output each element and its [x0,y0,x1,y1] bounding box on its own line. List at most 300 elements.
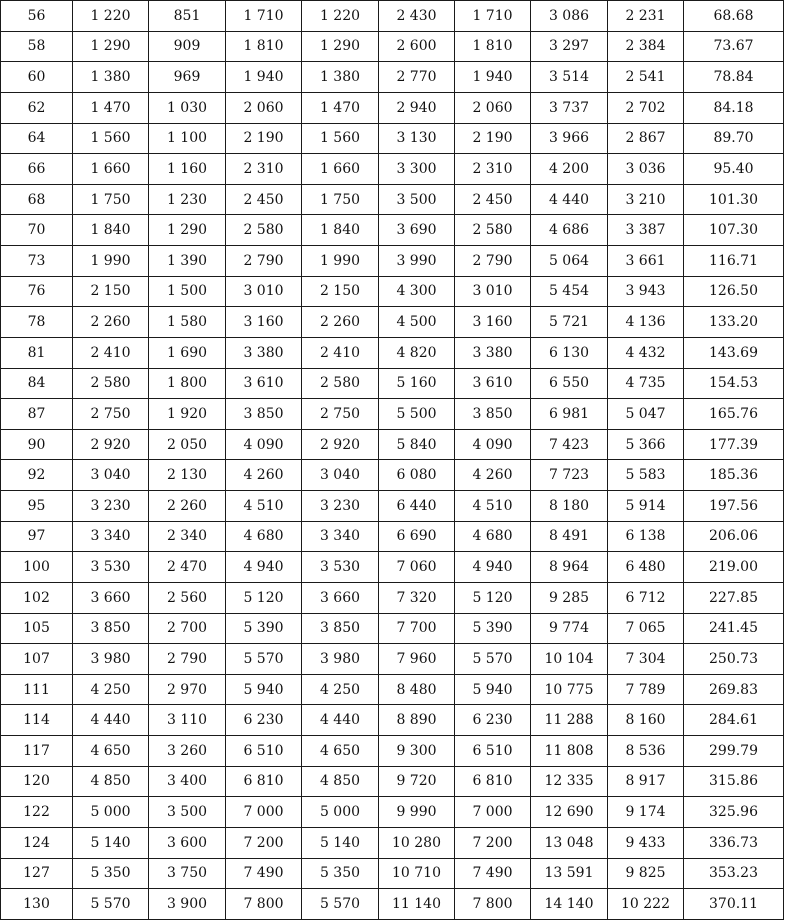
table-cell: 7 000 [226,797,302,828]
table-row [1,674,784,705]
table-cell: 8 180 [531,491,608,522]
table-cell: 3 210 [608,184,684,215]
table-row [1,276,784,307]
table-cell: 8 964 [531,552,608,583]
table-cell: 1 380 [73,62,149,93]
table-cell: 1 750 [302,184,379,215]
table-cell: 2 450 [226,184,302,215]
table-cell: 1 500 [149,276,226,307]
table-cell: 2 790 [149,644,226,675]
table-cell: 3 530 [302,552,379,583]
table-cell: 909 [149,31,226,62]
table-cell: 4 250 [302,674,379,705]
table-cell: 6 810 [455,766,531,797]
table-cell: 4 650 [302,736,379,767]
table-cell: 2 920 [302,429,379,460]
table-cell: 4 735 [608,368,684,399]
table-cell: 7 200 [455,827,531,858]
table-cell: 9 174 [608,797,684,828]
table-cell: 5 390 [226,613,302,644]
table-cell: 3 850 [226,399,302,430]
table-cell: 68.68 [684,1,784,32]
table-cell: 89.70 [684,123,784,154]
table-cell: 7 723 [531,460,608,491]
table-cell: 154.53 [684,368,784,399]
table-row [1,62,784,93]
table-cell: 5 350 [302,858,379,889]
row-key-cell: 92 [1,460,73,491]
table-row [1,154,784,185]
table-cell: 1 710 [226,1,302,32]
table-row [1,766,784,797]
row-key-cell: 64 [1,123,73,154]
table-cell: 13 591 [531,858,608,889]
table-cell: 1 220 [73,1,149,32]
table-cell: 315.86 [684,766,784,797]
table-cell: 2 580 [226,215,302,246]
row-key-cell: 70 [1,215,73,246]
table-cell: 3 966 [531,123,608,154]
table-cell: 126.50 [684,276,784,307]
table-cell: 8 890 [379,705,455,736]
table-cell: 2 750 [73,399,149,430]
table-cell: 2 410 [302,337,379,368]
table-cell: 6 440 [379,491,455,522]
table-cell: 284.61 [684,705,784,736]
table-cell: 3 340 [73,521,149,552]
table-cell: 299.79 [684,736,784,767]
table-cell: 2 310 [226,154,302,185]
table-row [1,705,784,736]
table-row [1,644,784,675]
table-cell: 3 750 [149,858,226,889]
table-cell: 5 721 [531,307,608,338]
table-cell: 6 138 [608,521,684,552]
table-cell: 3 380 [226,337,302,368]
table-cell: 1 560 [302,123,379,154]
table-cell: 7 320 [379,582,455,613]
table-cell: 4 850 [73,766,149,797]
table-cell: 1 990 [302,246,379,277]
table-row [1,337,784,368]
table-cell: 2 750 [302,399,379,430]
table-cell: 10 280 [379,827,455,858]
table-cell: 3 980 [73,644,149,675]
row-key-cell: 127 [1,858,73,889]
table-cell: 6 712 [608,582,684,613]
table-cell: 6 810 [226,766,302,797]
table-cell: 2 310 [455,154,531,185]
table-row [1,521,784,552]
table-cell: 1 100 [149,123,226,154]
table-cell: 3 040 [302,460,379,491]
table-cell: 6 510 [455,736,531,767]
row-key-cell: 81 [1,337,73,368]
table-cell: 4 200 [531,154,608,185]
table-cell: 8 480 [379,674,455,705]
table-cell: 9 990 [379,797,455,828]
table-cell: 2 060 [455,92,531,123]
table-cell: 5 390 [455,613,531,644]
table-cell: 2 410 [73,337,149,368]
row-key-cell: 107 [1,644,73,675]
table-cell: 11 808 [531,736,608,767]
table-cell: 5 914 [608,491,684,522]
table-cell: 1 840 [73,215,149,246]
row-key-cell: 76 [1,276,73,307]
table-row [1,31,784,62]
table-cell: 3 160 [226,307,302,338]
table-cell: 2 470 [149,552,226,583]
table-row [1,92,784,123]
table-cell: 10 222 [608,889,684,920]
table-cell: 3 660 [302,582,379,613]
table-row [1,797,784,828]
table-cell: 219.00 [684,552,784,583]
table-cell: 3 943 [608,276,684,307]
table-cell: 4 510 [226,491,302,522]
table-row [1,889,784,920]
table-cell: 4 500 [379,307,455,338]
row-key-cell: 114 [1,705,73,736]
table-cell: 1 580 [149,307,226,338]
table-cell: 7 960 [379,644,455,675]
table-cell: 325.96 [684,797,784,828]
table-cell: 7 800 [455,889,531,920]
table-cell: 2 190 [226,123,302,154]
table-cell: 1 290 [73,31,149,62]
table-cell: 84.18 [684,92,784,123]
table-row [1,613,784,644]
table-cell: 4 686 [531,215,608,246]
table-cell: 1 380 [302,62,379,93]
table-cell: 133.20 [684,307,784,338]
table-cell: 3 260 [149,736,226,767]
table-cell: 4 940 [226,552,302,583]
table-cell: 3 010 [226,276,302,307]
table-cell: 3 300 [379,154,455,185]
table-cell: 5 140 [302,827,379,858]
table-cell: 7 304 [608,644,684,675]
table-cell: 2 580 [302,368,379,399]
table-cell: 3 230 [302,491,379,522]
row-key-cell: 130 [1,889,73,920]
table-cell: 6 230 [226,705,302,736]
table-row [1,184,784,215]
table-cell: 370.11 [684,889,784,920]
table-cell: 5 500 [379,399,455,430]
row-key-cell: 87 [1,399,73,430]
row-key-cell: 66 [1,154,73,185]
table-cell: 1 920 [149,399,226,430]
table-cell: 969 [149,62,226,93]
row-key-cell: 100 [1,552,73,583]
table-row [1,460,784,491]
table-cell: 851 [149,1,226,32]
table-cell: 6 080 [379,460,455,491]
table-cell: 3 610 [455,368,531,399]
table-cell: 10 710 [379,858,455,889]
table-cell: 1 710 [455,1,531,32]
table-cell: 2 260 [73,307,149,338]
table-cell: 5 120 [455,582,531,613]
table-cell: 4 090 [226,429,302,460]
row-key-cell: 124 [1,827,73,858]
table-cell: 1 660 [302,154,379,185]
row-key-cell: 105 [1,613,73,644]
table-cell: 2 541 [608,62,684,93]
table-cell: 2 130 [149,460,226,491]
table-cell: 2 260 [302,307,379,338]
table-cell: 185.36 [684,460,784,491]
table-cell: 9 774 [531,613,608,644]
table-cell: 5 000 [302,797,379,828]
table-cell: 2 580 [73,368,149,399]
table-cell: 11 140 [379,889,455,920]
table-cell: 107.30 [684,215,784,246]
table-cell: 3 500 [379,184,455,215]
table-cell: 5 940 [226,674,302,705]
table-cell: 6 510 [226,736,302,767]
row-key-cell: 58 [1,31,73,62]
table-cell: 4 432 [608,337,684,368]
table-cell: 2 790 [455,246,531,277]
table-cell: 10 775 [531,674,608,705]
table-cell: 241.45 [684,613,784,644]
table-cell: 7 490 [226,858,302,889]
table-cell: 2 600 [379,31,455,62]
table-row [1,123,784,154]
table-cell: 7 065 [608,613,684,644]
table-cell: 73.67 [684,31,784,62]
table-row [1,307,784,338]
table-cell: 1 220 [302,1,379,32]
table-cell: 2 340 [149,521,226,552]
table-cell: 227.85 [684,582,784,613]
table-cell: 3 297 [531,31,608,62]
table-cell: 5 366 [608,429,684,460]
row-key-cell: 56 [1,1,73,32]
table-cell: 4 250 [73,674,149,705]
row-key-cell: 90 [1,429,73,460]
table-cell: 4 440 [302,705,379,736]
table-cell: 2 450 [455,184,531,215]
table-cell: 4 510 [455,491,531,522]
table-cell: 250.73 [684,644,784,675]
table-cell: 4 440 [531,184,608,215]
table-cell: 7 800 [226,889,302,920]
table-cell: 165.76 [684,399,784,430]
row-key-cell: 68 [1,184,73,215]
table-cell: 7 423 [531,429,608,460]
table-cell: 1 470 [302,92,379,123]
table-cell: 7 490 [455,858,531,889]
table-cell: 13 048 [531,827,608,858]
table-cell: 101.30 [684,184,784,215]
table-cell: 3 380 [455,337,531,368]
table-cell: 3 230 [73,491,149,522]
table-cell: 2 260 [149,491,226,522]
table-cell: 7 200 [226,827,302,858]
table-cell: 1 290 [149,215,226,246]
table-cell: 2 430 [379,1,455,32]
table-cell: 7 700 [379,613,455,644]
table-row [1,736,784,767]
table-cell: 4 820 [379,337,455,368]
table-cell: 2 790 [226,246,302,277]
table-row [1,1,784,32]
table-cell: 9 300 [379,736,455,767]
table-cell: 3 086 [531,1,608,32]
table-cell: 3 850 [302,613,379,644]
table-body [1,1,784,920]
table-cell: 3 737 [531,92,608,123]
table-cell: 9 285 [531,582,608,613]
row-key-cell: 78 [1,307,73,338]
table-cell: 7 000 [455,797,531,828]
table-cell: 5 840 [379,429,455,460]
table-row [1,399,784,430]
row-key-cell: 60 [1,62,73,93]
table-cell: 2 700 [149,613,226,644]
table-cell: 8 536 [608,736,684,767]
row-key-cell: 73 [1,246,73,277]
table-cell: 6 550 [531,368,608,399]
table-cell: 3 400 [149,766,226,797]
table-cell: 1 560 [73,123,149,154]
table-cell: 1 230 [149,184,226,215]
table-cell: 353.23 [684,858,784,889]
table-cell: 4 300 [379,276,455,307]
table-cell: 1 030 [149,92,226,123]
table-cell: 3 340 [302,521,379,552]
table-row [1,552,784,583]
table-cell: 3 160 [455,307,531,338]
table-cell: 2 150 [73,276,149,307]
table-cell: 5 000 [73,797,149,828]
table-cell: 177.39 [684,429,784,460]
table-cell: 6 230 [455,705,531,736]
table-cell: 78.84 [684,62,784,93]
table-cell: 2 770 [379,62,455,93]
table-cell: 4 650 [73,736,149,767]
table-cell: 3 690 [379,215,455,246]
table-row [1,827,784,858]
table-cell: 3 850 [73,613,149,644]
table-cell: 2 920 [73,429,149,460]
row-key-cell: 102 [1,582,73,613]
table-cell: 11 288 [531,705,608,736]
table-cell: 5 350 [73,858,149,889]
table-cell: 2 384 [608,31,684,62]
table-cell: 1 810 [226,31,302,62]
table-row [1,429,784,460]
table-row [1,858,784,889]
row-key-cell: 84 [1,368,73,399]
table-cell: 3 500 [149,797,226,828]
table-row [1,491,784,522]
table-cell: 1 390 [149,246,226,277]
table-cell: 1 660 [73,154,149,185]
table-cell: 6 480 [608,552,684,583]
table-cell: 7 060 [379,552,455,583]
table-cell: 12 690 [531,797,608,828]
table-cell: 2 560 [149,582,226,613]
table-cell: 6 690 [379,521,455,552]
table-cell: 8 917 [608,766,684,797]
table-cell: 7 789 [608,674,684,705]
table-cell: 1 840 [302,215,379,246]
table-cell: 269.83 [684,674,784,705]
row-key-cell: 95 [1,491,73,522]
row-key-cell: 122 [1,797,73,828]
table-cell: 14 140 [531,889,608,920]
table-cell: 2 867 [608,123,684,154]
table-cell: 4 680 [226,521,302,552]
table-cell: 1 810 [455,31,531,62]
table-cell: 1 690 [149,337,226,368]
table-cell: 3 980 [302,644,379,675]
table-cell: 4 260 [226,460,302,491]
table-cell: 4 850 [302,766,379,797]
table-cell: 95.40 [684,154,784,185]
table-cell: 143.69 [684,337,784,368]
table-cell: 9 433 [608,827,684,858]
table-cell: 5 140 [73,827,149,858]
table-cell: 8 160 [608,705,684,736]
row-key-cell: 120 [1,766,73,797]
table-cell: 3 610 [226,368,302,399]
table-cell: 8 491 [531,521,608,552]
table-row [1,582,784,613]
table-cell: 3 036 [608,154,684,185]
table-cell: 9 825 [608,858,684,889]
row-key-cell: 97 [1,521,73,552]
table-cell: 1 750 [73,184,149,215]
table-cell: 3 110 [149,705,226,736]
table-cell: 3 600 [149,827,226,858]
table-cell: 4 260 [455,460,531,491]
table-cell: 3 040 [73,460,149,491]
row-key-cell: 62 [1,92,73,123]
table-cell: 6 130 [531,337,608,368]
table-cell: 2 970 [149,674,226,705]
table-cell: 197.56 [684,491,784,522]
table-cell: 5 940 [455,674,531,705]
table-cell: 1 940 [455,62,531,93]
table-cell: 3 010 [455,276,531,307]
table-cell: 2 050 [149,429,226,460]
table-cell: 2 060 [226,92,302,123]
table-cell: 2 190 [455,123,531,154]
table-cell: 336.73 [684,827,784,858]
table-cell: 4 136 [608,307,684,338]
table-cell: 3 530 [73,552,149,583]
table-cell: 5 047 [608,399,684,430]
table-cell: 4 090 [455,429,531,460]
table-cell: 10 104 [531,644,608,675]
table-cell: 1 990 [73,246,149,277]
table-cell: 2 231 [608,1,684,32]
table-cell: 3 387 [608,215,684,246]
table-cell: 2 150 [302,276,379,307]
table-cell: 5 570 [226,644,302,675]
table-cell: 3 850 [455,399,531,430]
table-cell: 9 720 [379,766,455,797]
table-cell: 4 940 [455,552,531,583]
row-key-cell: 111 [1,674,73,705]
table-cell: 1 800 [149,368,226,399]
